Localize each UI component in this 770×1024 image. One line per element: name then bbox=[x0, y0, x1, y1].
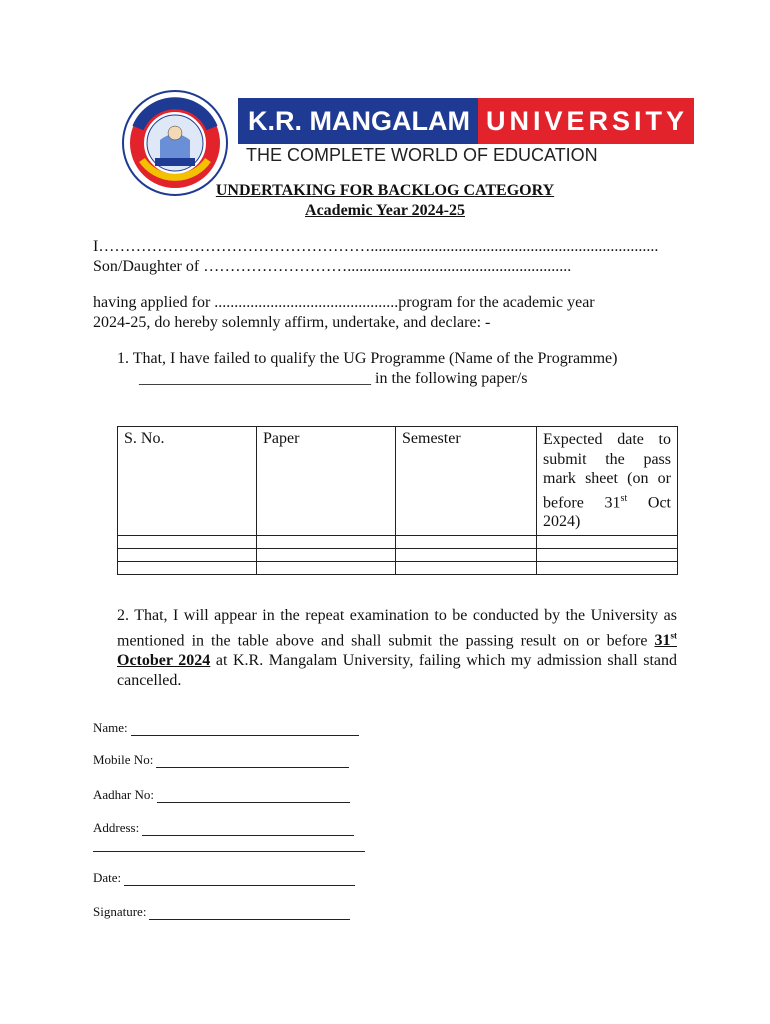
table-cell[interactable] bbox=[396, 548, 537, 561]
table-cell[interactable] bbox=[118, 561, 257, 574]
mobile-field[interactable]: Mobile No: bbox=[93, 752, 349, 768]
address-field[interactable]: Address: bbox=[93, 820, 354, 836]
table-row bbox=[118, 535, 678, 548]
header-paper: Paper bbox=[257, 427, 396, 536]
table-cell[interactable] bbox=[118, 548, 257, 561]
signature-field[interactable]: Signature: bbox=[93, 904, 350, 920]
backlog-papers-table bbox=[117, 426, 678, 575]
brand-banner bbox=[238, 98, 694, 144]
applied-line-1: having applied for ..............................................program for the academic year bbox=[93, 294, 595, 311]
address-field-line-2[interactable] bbox=[93, 838, 365, 852]
name-field[interactable]: Name: bbox=[93, 720, 359, 736]
brand-name: K.R. MANGALAM bbox=[238, 98, 478, 144]
table-cell[interactable] bbox=[396, 535, 537, 548]
aadhar-field[interactable]: Aadhar No: bbox=[93, 787, 350, 803]
document-title: UNDERTAKING FOR BACKLOG CATEGORY bbox=[215, 182, 555, 199]
date-field[interactable]: Date: bbox=[93, 870, 355, 886]
table-cell[interactable] bbox=[537, 535, 678, 548]
table-header-row bbox=[118, 427, 678, 536]
table-cell[interactable] bbox=[537, 548, 678, 561]
academic-year: Academic Year 2024-25 bbox=[305, 202, 465, 219]
table-cell[interactable] bbox=[118, 535, 257, 548]
clause-2: 2. That, I will appear in the repeat examination to be conducted by the University as mentioned in the table above and shall submit the passing result on or before 31st October 2024 at K.R. Mangalam University, failing which my admission shall stand cancelled. bbox=[117, 607, 678, 690]
clause-1-line-2: _____________________________ in the following paper/s bbox=[139, 370, 528, 387]
table-cell[interactable] bbox=[257, 535, 396, 548]
header-expected-date: Expected date to submit the pass mark sheet (on or before 31st Oct 2024) bbox=[537, 427, 678, 536]
parent-line: Son/Daughter of ………………………........................................................ bbox=[93, 258, 572, 275]
clause-1-line-1: 1. That, I have failed to qualify the UG Programme (Name of the Programme) bbox=[117, 350, 618, 367]
table-cell[interactable] bbox=[257, 548, 396, 561]
table-row bbox=[118, 561, 678, 574]
table-row bbox=[118, 548, 678, 561]
header-sno: S. No. bbox=[118, 427, 257, 536]
header-semester: Semester bbox=[396, 427, 537, 536]
table-cell[interactable] bbox=[257, 561, 396, 574]
name-line: I……………………………………………........................................................................ bbox=[93, 238, 659, 255]
applied-line-2: 2024-25, do hereby solemnly affirm, undertake, and declare: - bbox=[93, 314, 491, 331]
tagline: THE COMPLETE WORLD OF EDUCATION bbox=[246, 145, 598, 165]
table-cell[interactable] bbox=[396, 561, 537, 574]
table-cell[interactable] bbox=[537, 561, 678, 574]
brand-university: UNIVERSITY bbox=[478, 98, 694, 144]
